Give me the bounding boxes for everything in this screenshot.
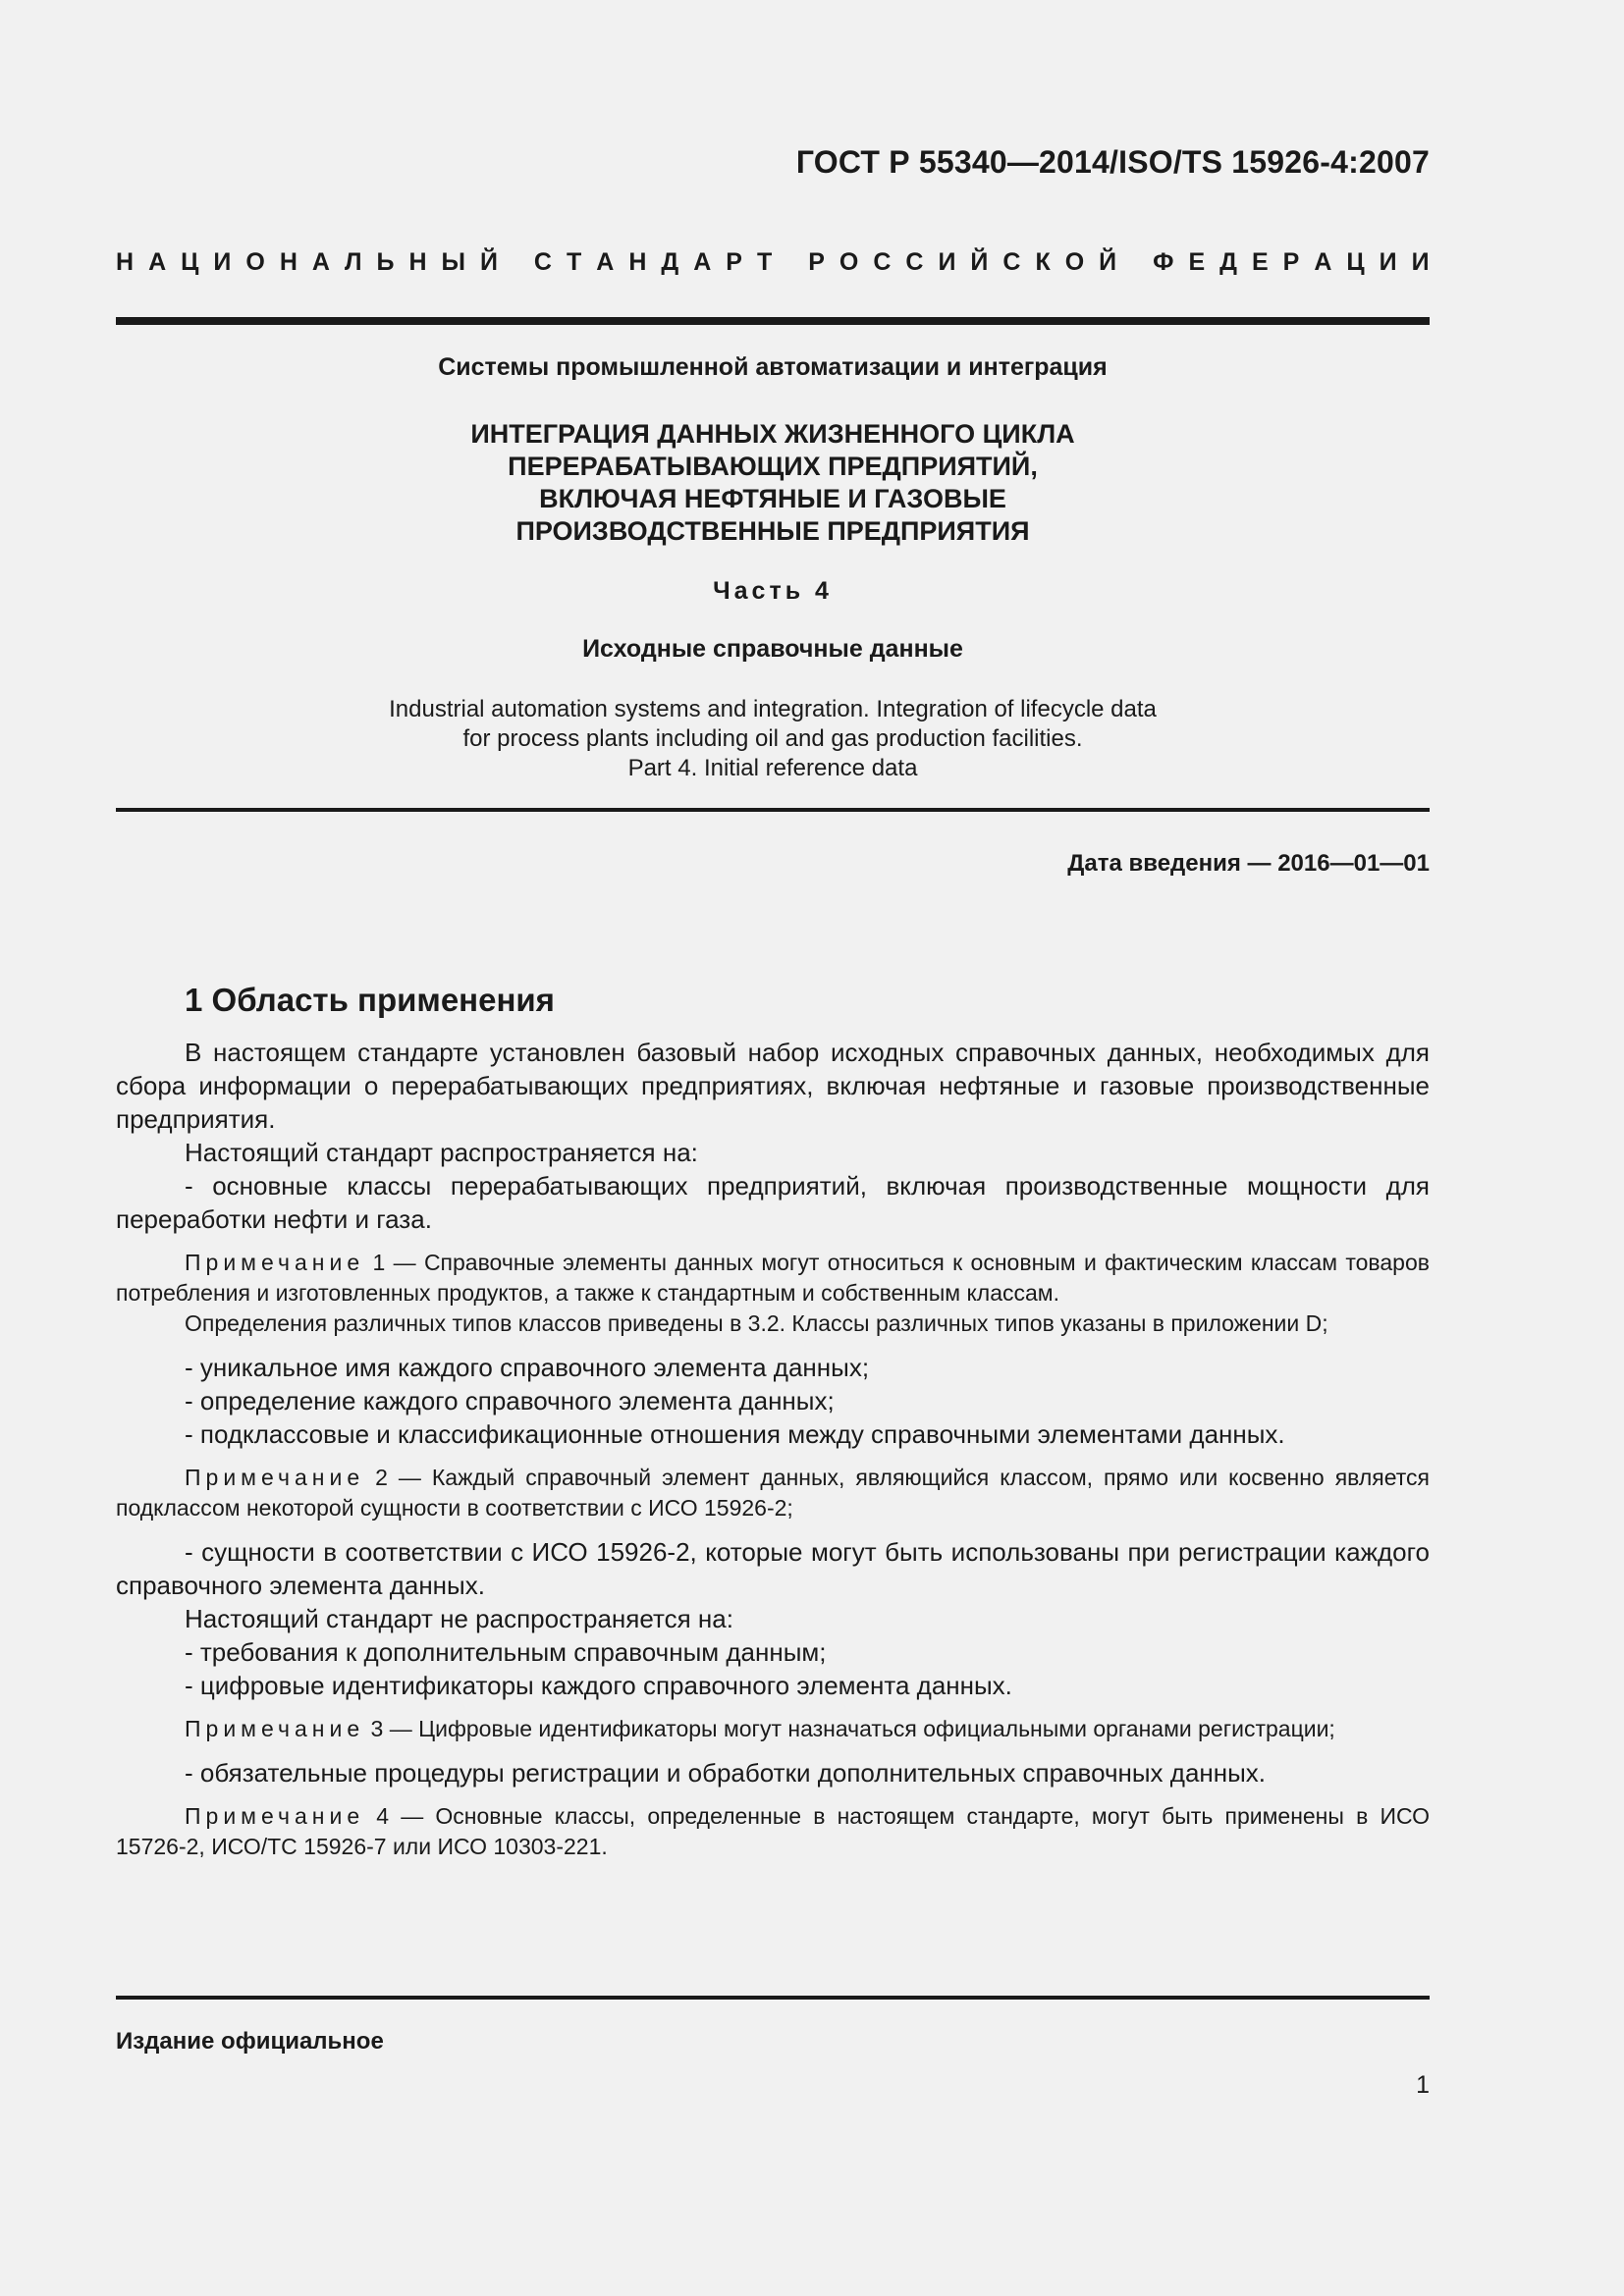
introduction-date: Дата введения — 2016—01—01 [1067, 850, 1430, 877]
part-subtitle: Исходные справочные данные [582, 635, 963, 663]
banner-letter [786, 248, 793, 277]
edition-label: Издание официальное [116, 2028, 384, 2055]
note-text: 4 — Основные классы, определенные в настоящем стандарте, могут быть применены в ИСО 15726-2, ИСО/ТС 15926-7 или ИСО 10303-221. [116, 1803, 1430, 1859]
paragraph: В настоящем стандарте установлен базовый набор исходных справочных данных, необходимых для сбора информации о перерабатывающих предприятиях, включая нефтяные и газовые производственные предприятия. [116, 1038, 1430, 1134]
banner-letter: Ц [1346, 248, 1365, 276]
banner-letter: Н [408, 248, 427, 276]
english-title-line: Part 4. Initial reference data [627, 755, 918, 781]
banner-letter: Е [1188, 248, 1206, 276]
document-code: ГОСТ Р 55340—2014/ISO/TS 15926-4:2007 [795, 144, 1430, 180]
banner-letter: Р [1282, 248, 1300, 276]
banner-letter: К [1035, 248, 1051, 276]
banner-letter: С [533, 248, 552, 276]
paragraph: - основные классы перерабатывающих предприятий, включая производственные мощности для переработки нефти и газа. [116, 1171, 1430, 1234]
english-title-line: Industrial automation systems and integration. Integration of lifecycle data [389, 696, 1157, 722]
banner-letter [1131, 248, 1138, 277]
list-item: - уникальное имя каждого справочного элемента данных; [185, 1353, 870, 1382]
series-title: Системы промышленной автоматизации и интеграция [438, 353, 1108, 381]
banner-letter: А [148, 248, 167, 276]
banner-letter: Т [566, 248, 582, 276]
banner-letter: А [311, 248, 330, 276]
banner-letter: А [693, 248, 712, 276]
banner-letter: А [1314, 248, 1332, 276]
note-label: Примечание [185, 1716, 365, 1741]
title-line: ПЕРЕРАБАТЫВАЮЩИХ ПРЕДПРИЯТИЙ, [508, 452, 1038, 481]
note-4 [116, 1801, 1430, 1862]
title-line: ПРОИЗВОДСТВЕННЫЕ ПРЕДПРИЯТИЯ [515, 516, 1030, 546]
banner-letter: И [1379, 248, 1397, 276]
footer-divider [116, 1996, 1430, 2000]
banner-letter: И [213, 248, 232, 276]
banner-letter: Й [970, 248, 989, 276]
note-3 [116, 1714, 1430, 1744]
banner-letter: Н [628, 248, 647, 276]
list-item: - обязательные процедуры регистрации и обработки дополнительных справочных данных. [185, 1758, 1267, 1788]
national-standard-banner [116, 248, 1430, 277]
paragraph: - сущности в соответствии с ИСО 15926-2, которые могут быть использованы при регистрации каждого справочного элемента данных. [116, 1537, 1430, 1600]
note-text: 1 — Справочные элементы данных могут относиться к основным и фактическим классам товаров потребления и изготовленных продуктов, а также к стандартным и собственным классам. [116, 1250, 1430, 1306]
english-title-line: for process plants including oil and gas production facilities. [462, 725, 1083, 752]
banner-letter: И [1411, 248, 1430, 276]
note-2 [116, 1463, 1430, 1523]
note-text: 2 — Каждый справочный элемент данных, являющийся классом, прямо или косвенно является подклассом некоторой сущности в соответствии с ИСО 15926-2; [116, 1465, 1430, 1521]
note-1-continuation: Определения различных типов классов приведены в 3.2. Классы различных типов указаны в приложении D; [185, 1310, 1328, 1336]
banner-letter: И [938, 248, 956, 276]
note-label: Примечание [185, 1250, 365, 1275]
banner-letter: Л [344, 248, 362, 276]
note-text: 3 — Цифровые идентификаторы могут назначаться официальными органами регистрации; [364, 1716, 1335, 1741]
page-number: 1 [1416, 2071, 1430, 2099]
section-heading: 1 Область применения [185, 982, 555, 1018]
section-body [116, 1036, 1430, 1862]
title-divider [116, 808, 1430, 812]
list-item: - цифровые идентификаторы каждого справочного элемента данных. [185, 1671, 1012, 1700]
banner-letter: Р [808, 248, 825, 276]
top-divider [116, 317, 1430, 325]
standard-title [116, 418, 1430, 548]
banner-letter: С [1002, 248, 1021, 276]
banner-letter: Р [726, 248, 742, 276]
note-label: Примечание [185, 1465, 365, 1490]
list-item: - определение каждого справочного элемента данных; [185, 1386, 835, 1415]
banner-letter [513, 248, 519, 277]
note-1 [116, 1248, 1430, 1308]
title-line: ВКЛЮЧАЯ НЕФТЯНЫЕ И ГАЗОВЫЕ [539, 484, 1006, 513]
title-line: ИНТЕГРАЦИЯ ДАННЫХ ЖИЗНЕННОГО ЦИКЛА [470, 419, 1075, 449]
part-label: Часть 4 [713, 577, 833, 605]
banner-letter: А [596, 248, 615, 276]
banner-letter: Т [756, 248, 773, 276]
banner-letter: Ф [1153, 248, 1174, 276]
document-page [116, 0, 1430, 2296]
english-title [116, 695, 1430, 783]
banner-letter: О [839, 248, 859, 276]
paragraph: Настоящий стандарт не распространяется на: [185, 1604, 733, 1633]
banner-letter: Н [279, 248, 298, 276]
banner-letter: С [905, 248, 924, 276]
banner-letter: О [1064, 248, 1085, 276]
banner-letter: Й [480, 248, 498, 276]
note-label: Примечание [185, 1803, 365, 1829]
banner-letter: О [245, 248, 265, 276]
banner-letter: Й [1099, 248, 1117, 276]
banner-letter: Ы [441, 248, 465, 276]
banner-letter: Е [1251, 248, 1269, 276]
banner-letter: С [873, 248, 892, 276]
banner-letter: Д [661, 248, 679, 276]
banner-letter: Ц [181, 248, 199, 276]
paragraph: Настоящий стандарт распространяется на: [185, 1138, 698, 1167]
banner-letter: Д [1219, 248, 1237, 276]
list-item: - подклассовые и классификационные отношения между справочными элементами данных. [185, 1419, 1285, 1449]
banner-letter: Ь [376, 248, 395, 276]
banner-letter: Н [116, 248, 135, 276]
list-item: - требования к дополнительным справочным данным; [185, 1637, 827, 1667]
